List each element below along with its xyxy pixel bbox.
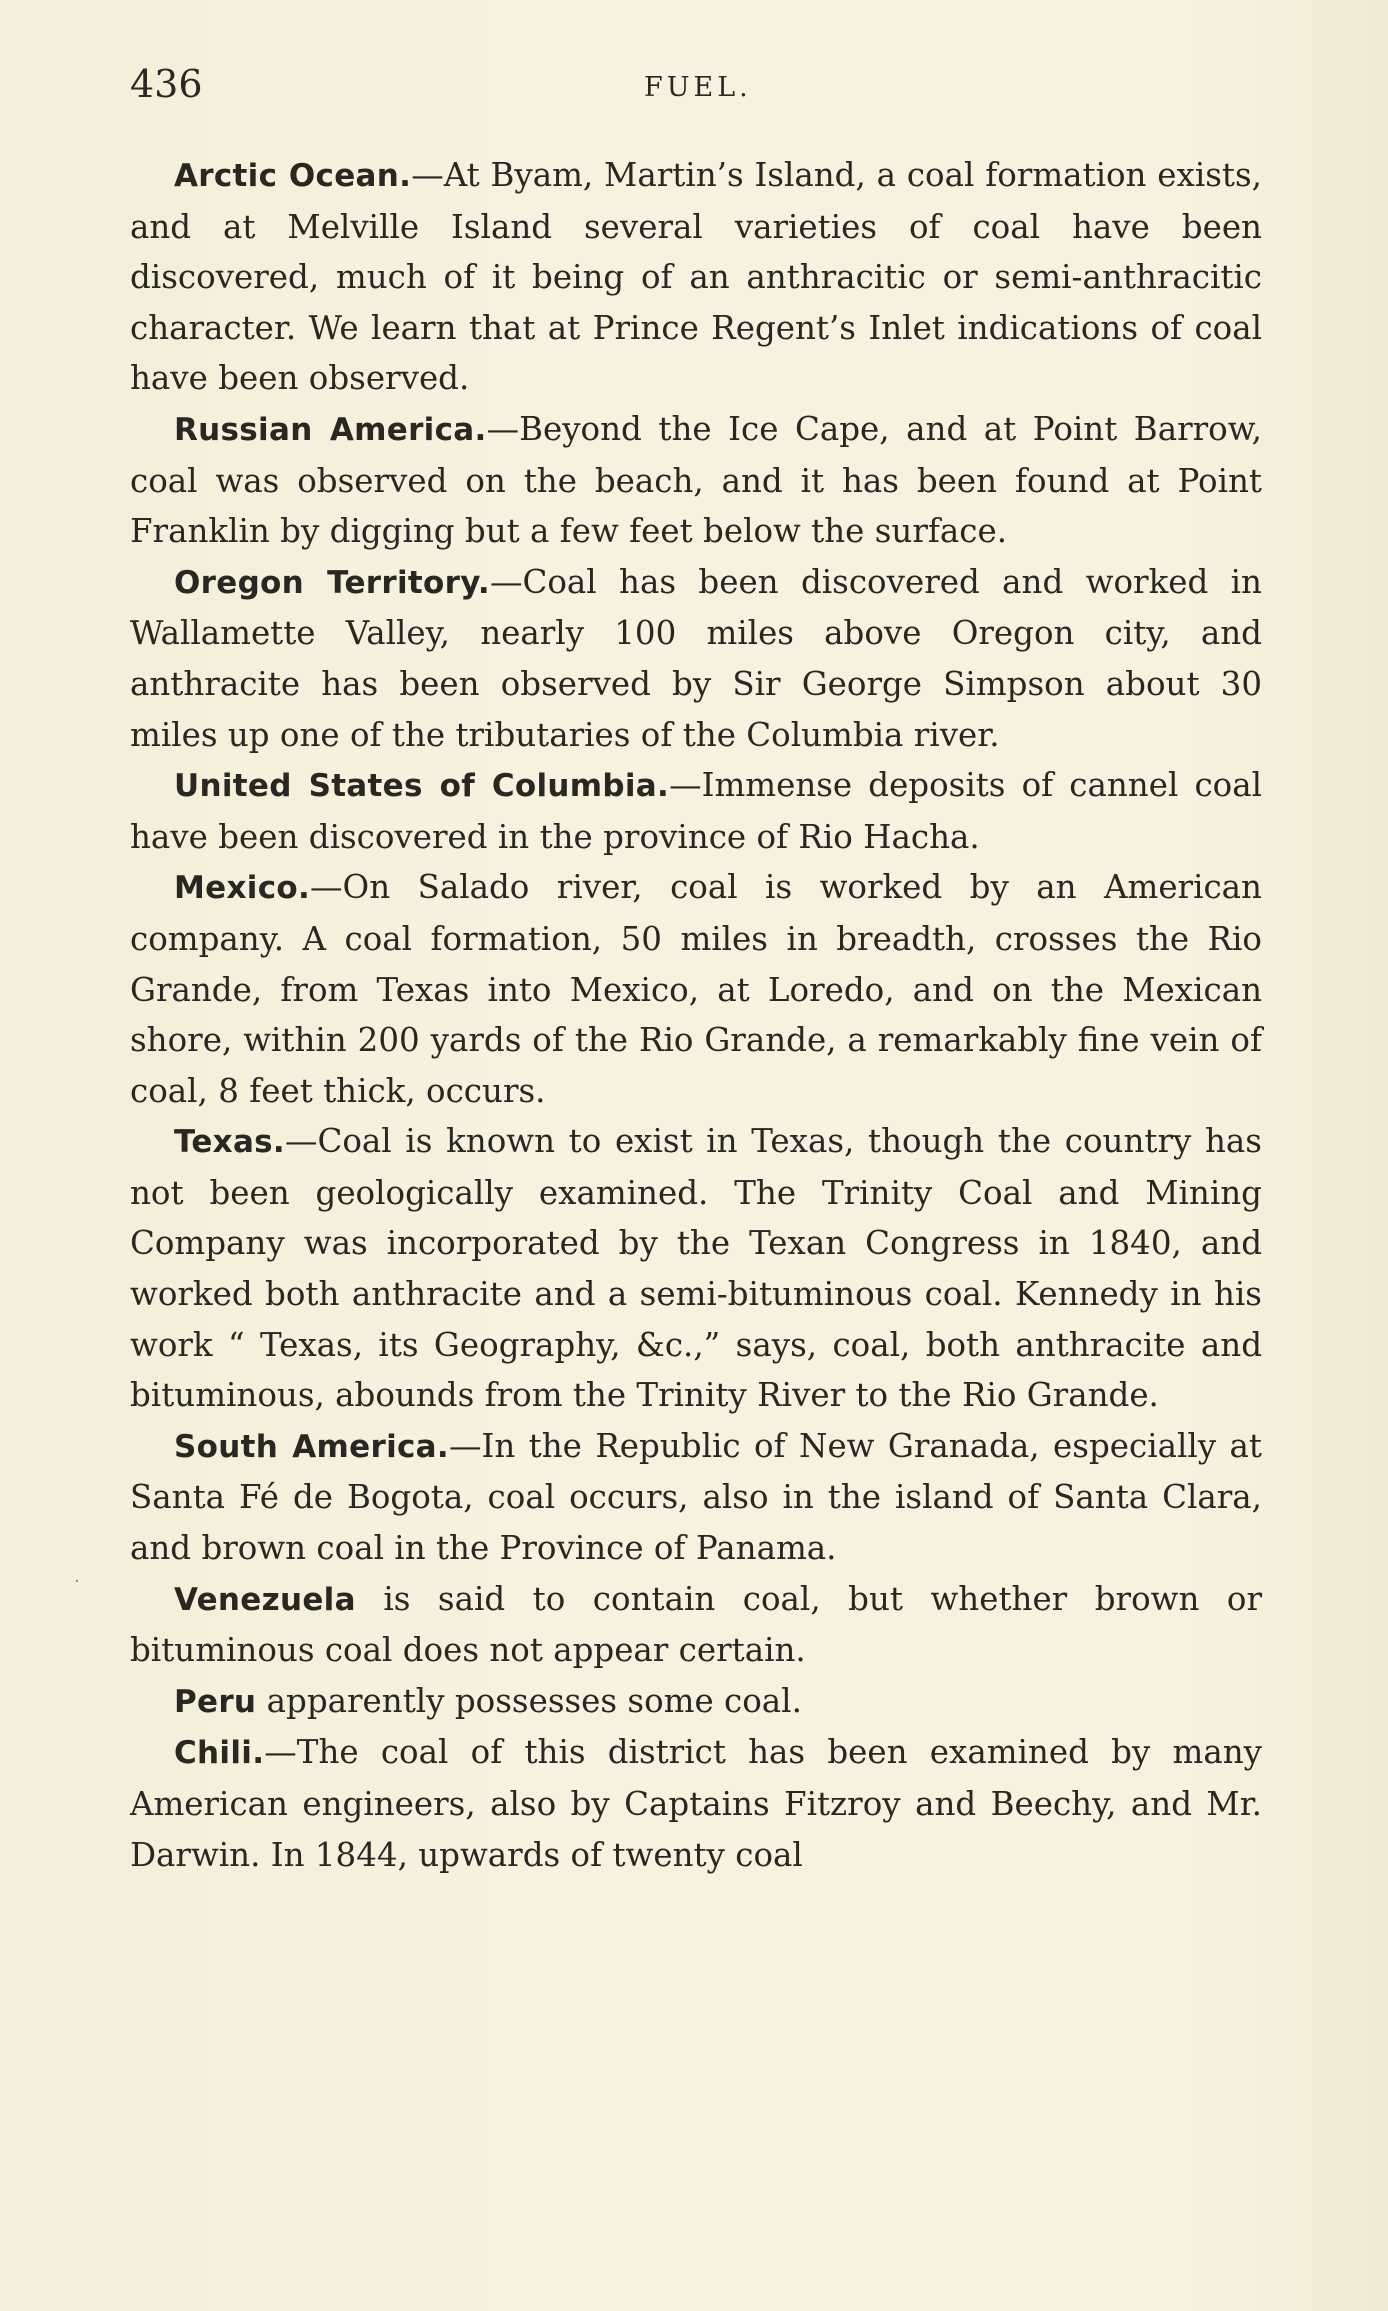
paragraph-text: —On Salado river, coal is worked by an American company. A coal formation, 50 miles in breadth, crosses the Rio Grande, from Texas into Mexico, at Loredo, and on the Mexican shore, within 200 yards of the Rio Grande, a remarkably fine vein of coal, 8 feet thick, occurs. — [130, 868, 1262, 1110]
paragraph-text: apparently possesses some coal. — [256, 1681, 802, 1720]
paragraph-text: —At Byam, Martin’s Island, a coal formation exists, and at Melville Island several varieties of coal have been discovered, much of it being of an anthracitic or semi-anthracitic character. We learn that at Prince Regent’s Inlet indications of coal have been observed. — [130, 156, 1262, 398]
page-header — [130, 62, 1270, 122]
paragraph-lead: Oregon Territory. — [174, 564, 490, 601]
paragraph-text: —Coal has been discovered and worked in Wallamette Valley, nearly 100 miles above Oregon city, and anthracite has been observed by Sir George Simpson about 30 miles up one of the tributaries of the Columbia river. — [130, 562, 1262, 754]
paragraph-lead: Chili. — [174, 1735, 265, 1772]
paragraph-texas — [130, 1116, 1262, 1421]
paragraph-arctic-ocean — [130, 150, 1262, 404]
page-body — [130, 150, 1262, 1880]
paragraph-lead: Arctic Ocean. — [174, 158, 412, 194]
paragraph-lead: Texas. — [174, 1124, 285, 1161]
paragraph-oregon-territory — [130, 557, 1262, 760]
paragraph-text: —In the Republic of New Granada, especially at Santa Fé de Bogota, coal occurs, also in the island of Santa Clara, and brown coal in the Province of Panama. — [130, 1426, 1262, 1568]
paragraph-lead: Peru — [174, 1683, 257, 1720]
paragraph-lead: United States of Columbia. — [174, 768, 670, 805]
paragraph-lead: Venezuela — [174, 1581, 356, 1618]
margin-mark: . — [74, 1566, 80, 1587]
paragraph-lead: Russian America. — [174, 411, 487, 448]
paragraph-text: is said to contain coal, but whether brown or bituminous coal does not appear certain. — [130, 1579, 1262, 1670]
page-number: 436 — [130, 62, 203, 106]
paragraph-lead: South America. — [174, 1428, 449, 1465]
paragraph-chili — [130, 1727, 1262, 1880]
running-head: FUEL. — [644, 72, 752, 103]
paragraph-text: —The coal of this district has been examined by many American engineers, also by Captains Fitzroy and Beechy, and Mr. Darwin. In 1844, upwards of twenty coal — [130, 1733, 1262, 1874]
paragraph-text: —Beyond the Ice Cape, and at Point Barrow, coal was observed on the beach, and it has been found at Point Franklin by digging but a few feet below the surface. — [130, 409, 1263, 551]
paragraph-text: —Immense deposits of cannel coal have been discovered in the province of Rio Hacha. — [130, 766, 1262, 856]
paragraph-mexico — [130, 862, 1262, 1116]
paragraph-peru — [130, 1676, 1262, 1728]
paragraph-lead: Mexico. — [174, 870, 311, 907]
paragraph-russian-america — [130, 404, 1262, 557]
paragraph-text: —Coal is known to exist in Texas, though the country has not been geologically examined. The Trinity Coal and Mining Company was incorporated by the Texan Congress in 1840, and worked both anthracite and a semi-bituminous coal. Kennedy in his work “ Texas, its Geography, &c.,” says, coal, both anthracite and bituminous, abounds from the Trinity River to the Rio Grande. — [130, 1122, 1262, 1415]
paragraph-south-america — [130, 1421, 1262, 1574]
paragraph-united-states-of-columbia — [130, 760, 1262, 862]
paragraph-venezuela — [130, 1574, 1262, 1676]
